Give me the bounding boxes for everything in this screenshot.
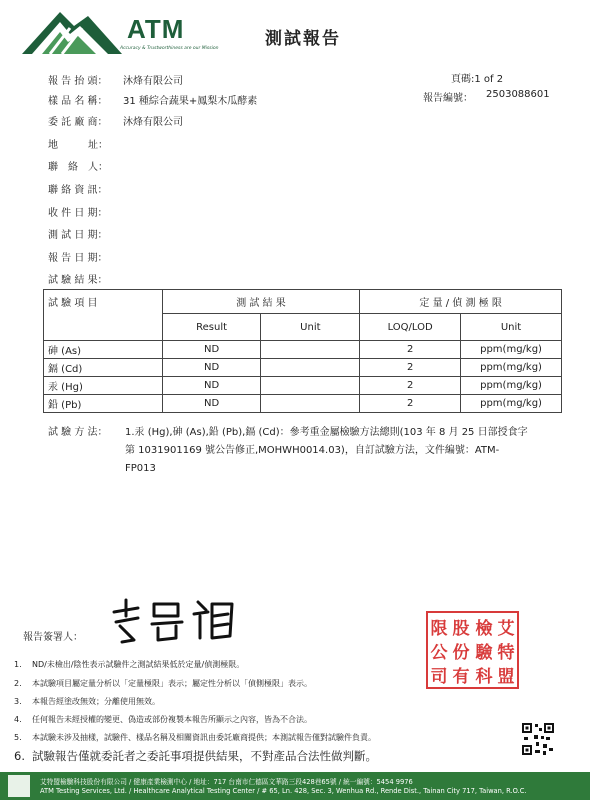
svg-text:有: 有 [452, 667, 470, 687]
report-no: 2503088601 [486, 89, 550, 100]
table-row [44, 377, 562, 395]
company-mark-icon [8, 775, 30, 797]
subheader-unit2: Unit [461, 314, 562, 341]
subheader-unit: Unit [261, 314, 360, 341]
cell-loq: 2 [360, 395, 461, 413]
cell-item: 砷 (As) [44, 341, 163, 359]
method-body [125, 424, 545, 478]
logo-tagline: Accuracy & Trustworthiness are our Mission [120, 46, 219, 51]
method-label: 試 驗 方 法： [48, 427, 108, 438]
info-value: 沐烽有限公司 [123, 76, 183, 87]
report-title: 測試報告 [265, 29, 341, 49]
method-line: 1.汞 (Hg),砷 (As),鉛 (Pb),鎘 (Cd)：參考重金屬檢驗方法總則(103 年 8 月 25 日部授食字 [125, 427, 528, 438]
table-row [44, 359, 562, 377]
report-no-label: 報告編號： [423, 93, 473, 104]
method-line: FP013 [125, 463, 156, 474]
info-label: 試 驗 結 果： [48, 275, 108, 286]
signatory-label: 報告簽署人： [23, 632, 83, 643]
note-item: 5. 本試驗未涉及抽樣，試驗件、樣品名稱及相關資訊由委託廠商提供；本測試報告僅對試驗件負責。 [14, 733, 376, 742]
cell-unit2: ppm(mg/kg) [461, 359, 562, 377]
footer-line-chinese: 艾特盟檢驗科技股份有限公司 / 健康產業檢測中心 / 地址：717 台南市仁德區文華路三段428巷65號 / 統一編號：5454 9976 [40, 778, 413, 786]
note-item: 4. 任何報告未經授權的變更、偽造或部份複製本報告所顯示之內容，皆為不合法。 [14, 715, 312, 724]
svg-text:公: 公 [430, 643, 448, 663]
cell-item: 汞 (Hg) [44, 377, 163, 395]
cell-unit2: ppm(mg/kg) [461, 377, 562, 395]
table-header-row [44, 290, 562, 314]
note-item: 2. 本試驗項目屬定量分析以「定量極限」表示；屬定性分析以「偵側極限」表示。 [14, 679, 312, 688]
cell-item: 鉛 (Pb) [44, 395, 163, 413]
results-table [43, 289, 562, 413]
info-label: 地 址： [48, 140, 108, 151]
info-label: 樣 品 名 稱： [48, 96, 108, 107]
info-value: 31 種綜合蔬果+鳳梨木瓜酵素 [123, 96, 258, 107]
cell-result: ND [162, 359, 261, 377]
qr-code-icon [521, 722, 555, 756]
svg-text:司: 司 [430, 667, 448, 687]
cell-unit [261, 377, 360, 395]
logo-text: ATM [127, 14, 185, 44]
info-label: 聯 絡 人： [48, 162, 108, 173]
cell-unit2: ppm(mg/kg) [461, 341, 562, 359]
table-row [44, 395, 562, 413]
svg-text:盟: 盟 [497, 667, 515, 687]
svg-text:檢: 檢 [475, 619, 493, 639]
svg-text:艾: 艾 [497, 619, 515, 639]
mountain-logo-icon [22, 8, 122, 56]
cell-unit [261, 341, 360, 359]
cell-item: 鎘 (Cd) [44, 359, 163, 377]
footer-bar [0, 772, 590, 800]
info-value: 沐烽有限公司 [123, 117, 183, 128]
svg-text:股: 股 [452, 619, 470, 639]
info-label: 報 告 抬 頭： [48, 76, 108, 87]
info-label: 收 件 日 期： [48, 208, 108, 219]
note-item: 3. 本報告經塗改無效；分離使用無效。 [14, 697, 160, 706]
note-item: 1. ND/未檢出/陰性表示試驗件之測試結果低於定量/偵測極限。 [14, 660, 245, 669]
table-row [44, 341, 562, 359]
info-label: 測 試 日 期： [48, 230, 108, 241]
header-test-item: 試 驗 項 目 [44, 290, 163, 341]
header-test-result: 測 試 結 果 [162, 290, 360, 314]
cell-result: ND [162, 377, 261, 395]
info-label: 報 告 日 期： [48, 253, 108, 264]
cell-result: ND [162, 341, 261, 359]
cell-loq: 2 [360, 377, 461, 395]
method-line: 第 1031901169 號公告修正,MOHWH0014.03)，自訂試驗方法，文件編號：ATM- [125, 445, 500, 456]
info-label: 聯 絡 資 訊： [48, 185, 108, 196]
cell-unit [261, 359, 360, 377]
cell-loq: 2 [360, 341, 461, 359]
svg-text:份: 份 [452, 643, 470, 663]
note-item: 6. 試驗報告僅就委託者之委託事項提供結果，不對產品合法性做判斷。 [14, 749, 377, 763]
footer-line-english: ATM Testing Services, Ltd. / Healthcare Analytical Testing Center / # 65, Ln. 428, Sec. 3, Wenhua Rd., Rende Dist., Tainan City 717, Taiwan, R.O.C. [40, 787, 527, 795]
cell-unit [261, 395, 360, 413]
svg-text:特: 特 [497, 643, 515, 663]
svg-text:科: 科 [475, 667, 493, 687]
svg-text:限: 限 [430, 619, 448, 639]
cell-unit2: ppm(mg/kg) [461, 395, 562, 413]
subheader-result: Result [162, 314, 261, 341]
subheader-loq: LOQ/LOD [360, 314, 461, 341]
handwritten-signature [108, 596, 238, 650]
header-limit: 定 量 / 偵 測 極 限 [360, 290, 562, 314]
info-label: 委 託 廠 商： [48, 117, 108, 128]
atm-logo [22, 8, 219, 58]
cell-result: ND [162, 395, 261, 413]
cell-loq: 2 [360, 359, 461, 377]
company-seal [425, 610, 520, 690]
page-number: 頁碼:1 of 2 [451, 74, 504, 85]
svg-text:驗: 驗 [475, 643, 493, 663]
